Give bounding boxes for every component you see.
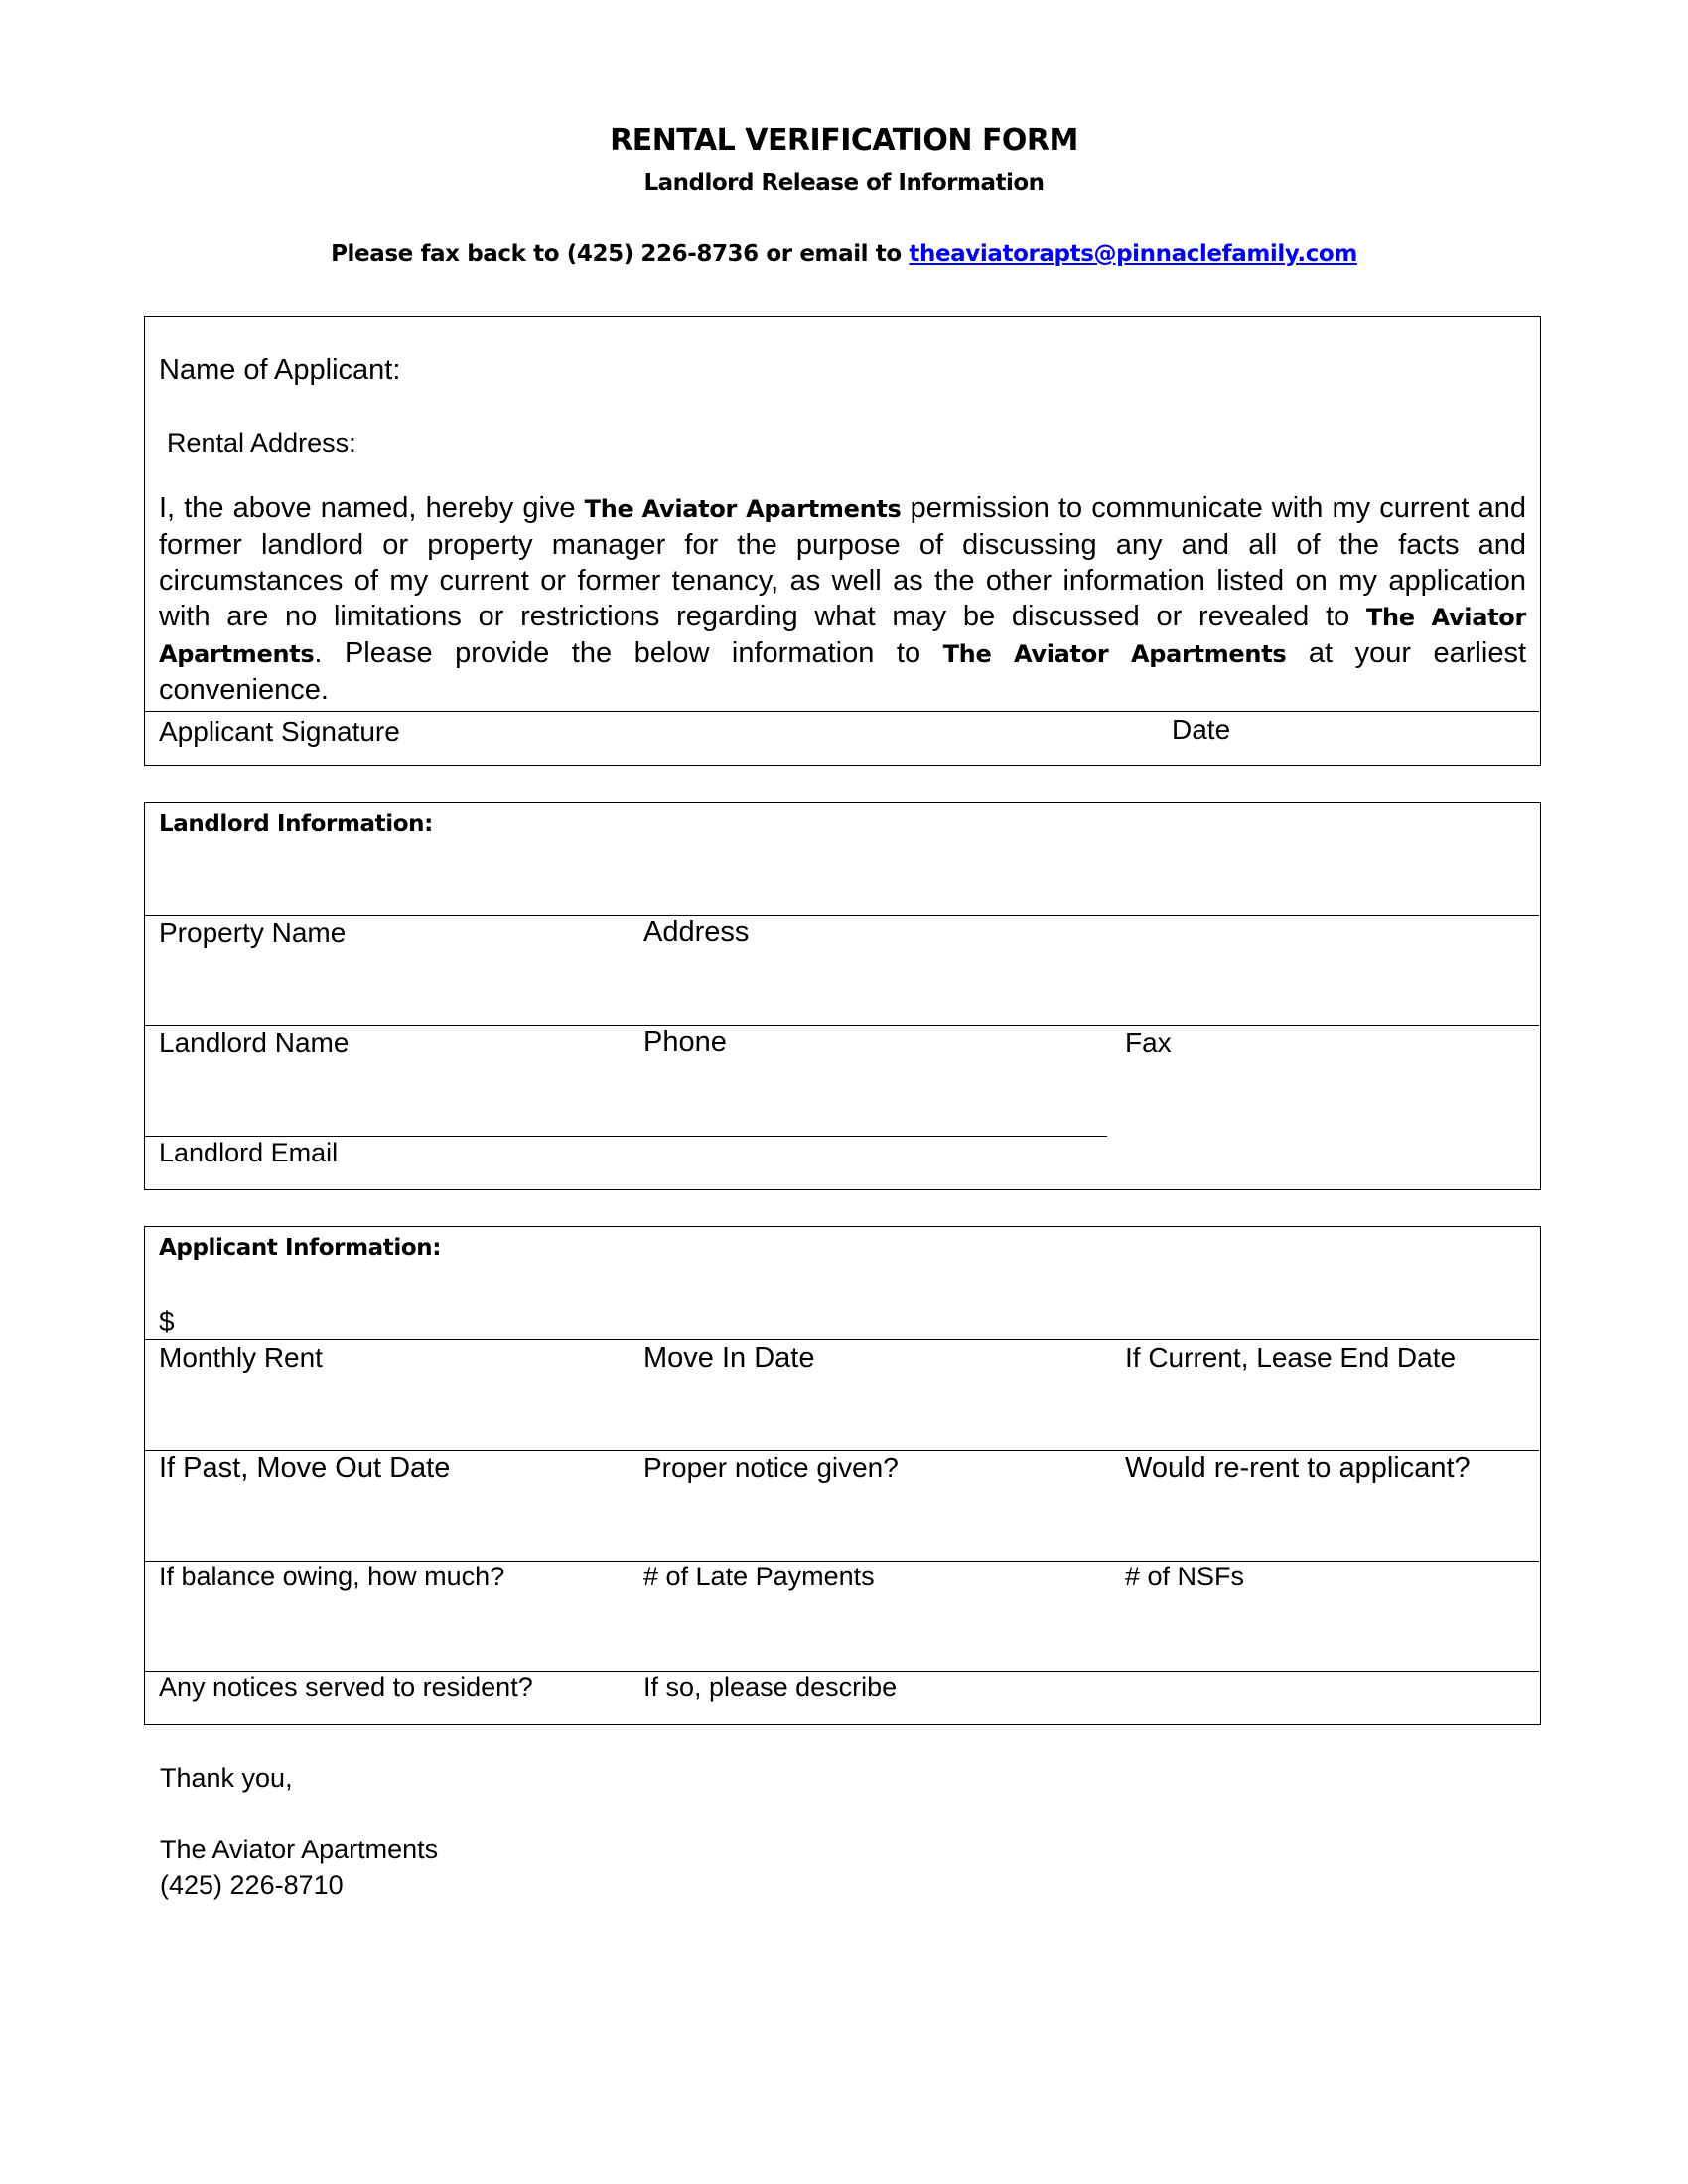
company-name: The Aviator Apartments [942,640,1287,668]
company-name: The Aviator Apartments [159,604,1527,668]
move-out-date-field[interactable]: If Past, Move Out Date [159,1452,451,1484]
footer-company-name: The Aviator Apartments [160,1835,439,1864]
row-divider [145,1450,1539,1451]
form-subtitle: Landlord Release of Information [643,170,1045,196]
currency-symbol: $ [159,1306,175,1337]
signature-divider [145,711,1539,712]
form-title: RENTAL VERIFICATION FORM [610,123,1078,158]
row-divider [145,1339,1539,1340]
move-in-date-field[interactable]: Move In Date [643,1342,815,1374]
applicant-info-section [144,1226,1541,1725]
landlord-email-field[interactable]: Landlord Email [159,1138,339,1167]
authorization-paragraph: I, the above named, hereby give The Aviator Apartments permission to communicate with my current and former landlord or property manager for the purpose of discussing any and all of the facts and circumstances of my current or former tenancy, as well as the other information listed on my application with are no limitations or restrictions regarding what may be discussed or revealed to The Aviator Apartments. Please provide the below information to The Aviator Apartments at your earliest convenience. [159,492,1527,706]
landlord-info-heading: Landlord Information: [159,811,433,837]
date-field[interactable]: Date [1172,714,1231,745]
company-name: The Aviator Apartments [584,495,902,523]
authorization-section [144,316,1541,766]
row-divider [145,1025,1539,1026]
landlord-info-section [144,802,1541,1190]
would-rerent-field[interactable]: Would re-rent to applicant? [1125,1452,1471,1484]
fax-instructions [0,241,1688,267]
landlord-address-field[interactable]: Address [643,916,750,948]
landlord-name-field[interactable]: Landlord Name [159,1027,350,1058]
footer-phone: (425) 226-8710 [160,1870,344,1900]
lease-end-date-field[interactable]: If Current, Lease End Date [1125,1342,1457,1373]
applicant-signature-field[interactable]: Applicant Signature [159,716,400,747]
property-name-field[interactable]: Property Name [159,917,347,948]
applicant-name-label: Name of Applicant: [159,354,401,386]
landlord-phone-field[interactable]: Phone [643,1026,727,1058]
row-divider [145,1136,1107,1137]
thank-you-text: Thank you, [160,1763,293,1793]
fax-instructions-text: Please fax back to (425) 226-8736 or email to [331,241,910,267]
balance-owing-field[interactable]: If balance owing, how much? [159,1562,505,1591]
email-link[interactable]: theaviatorapts@pinnaclefamily.com [909,241,1357,267]
notice-description-field[interactable]: If so, please describe [643,1672,898,1702]
applicant-info-heading: Applicant Information: [159,1235,442,1261]
nsf-count-field[interactable]: # of NSFs [1125,1562,1245,1591]
landlord-fax-field[interactable]: Fax [1125,1027,1172,1058]
rental-address-label: Rental Address: [167,428,356,458]
notices-served-field[interactable]: Any notices served to resident? [159,1672,533,1702]
row-divider [145,915,1539,916]
monthly-rent-field[interactable]: Monthly Rent [159,1342,323,1373]
proper-notice-field[interactable]: Proper notice given? [643,1452,899,1483]
late-payments-field[interactable]: # of Late Payments [643,1562,875,1591]
